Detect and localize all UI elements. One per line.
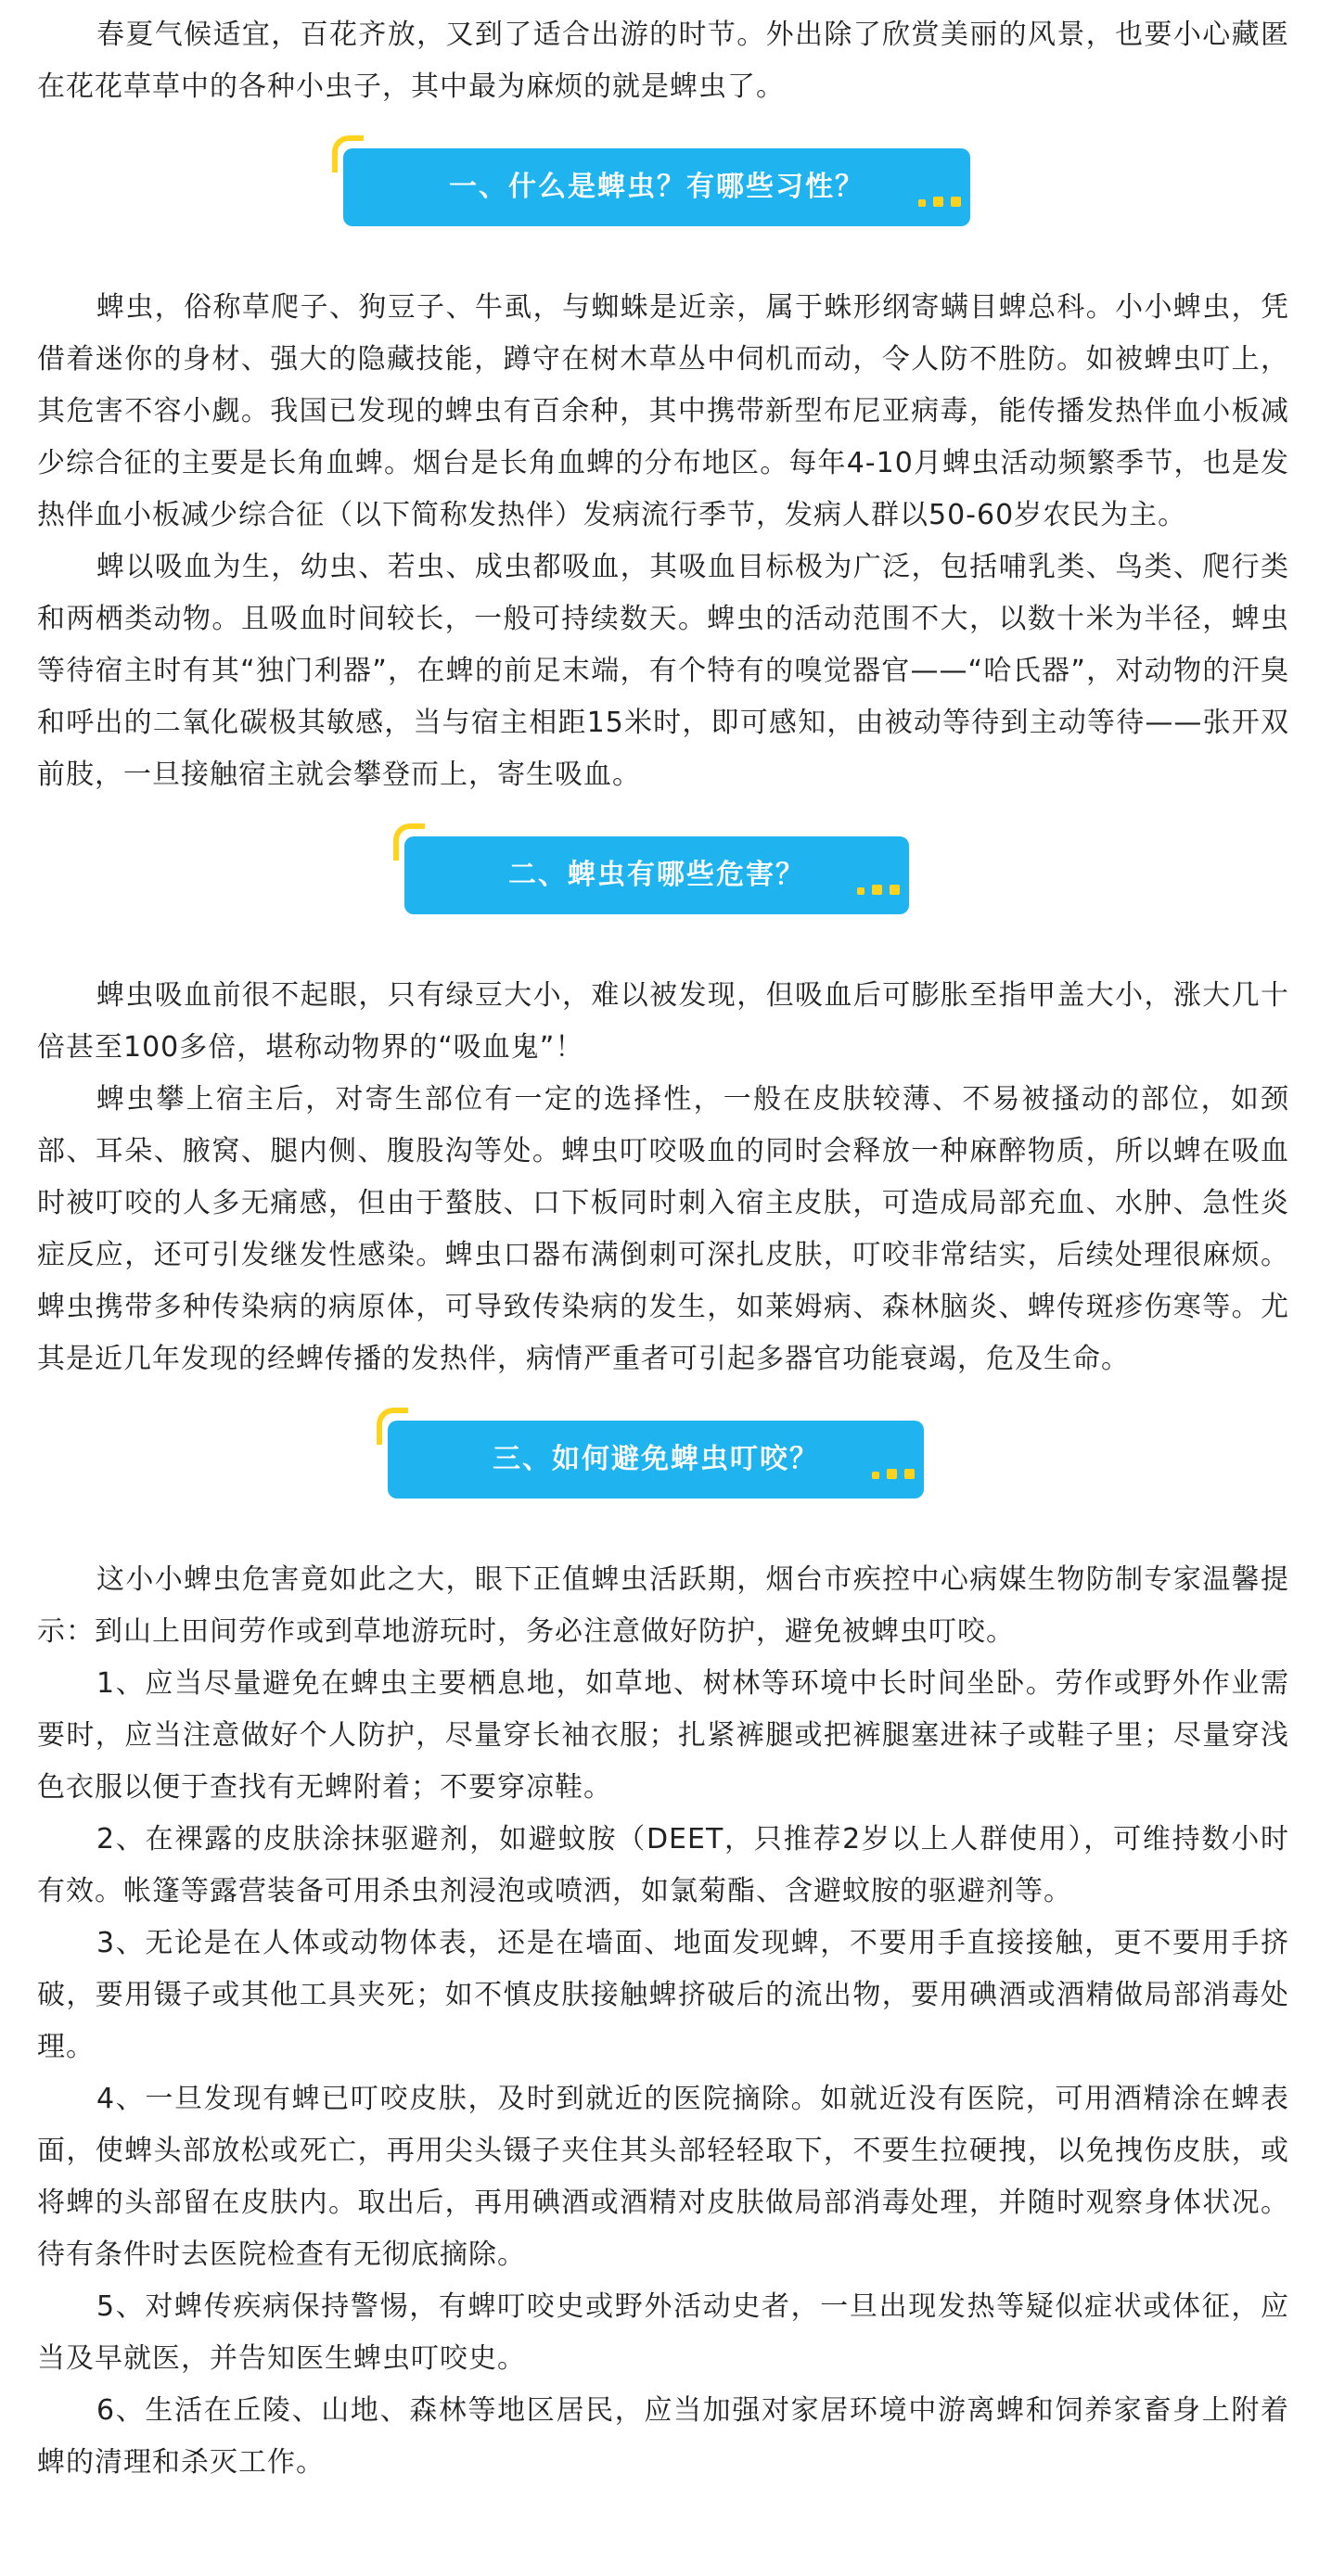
body-paragraph: 2、在裸露的皮肤涂抹驱避剂，如避蚊胺（DEET，只推荐2岁以上人群使用），可维持数小时有效。帐篷等露营装备可用杀虫剂浸泡或喷洒，如氯菊酯、含避蚊胺的驱避剂等。 [37,1823,1289,1907]
dots-decoration [857,885,900,896]
dots-decoration [918,197,961,208]
section-heading-3 [37,1408,1289,1498]
section-title: 三、如何避免蜱虫叮咬？ [388,1421,924,1498]
section-heading-2 [37,823,1289,914]
body-paragraph: 这小小蜱虫危害竟如此之大，眼下正值蜱虫活跃期，烟台市疾控中心病媒生物防制专家温馨提示：到山上田间劳作或到草地游玩时，务必注意做好防护，避免被蜱虫叮咬。 [37,1563,1289,1648]
body-paragraph: 蜱虫，俗称草爬子、狗豆子、牛虱，与蜘蛛是近亲，属于蛛形纲寄螨目蜱总科。小小蜱虫，凭借着迷你的身材、强大的隐藏技能，蹲守在树木草丛中伺机而动，令人防不胜防。如被蜱虫叮上，其危害不容小觑。我国已发现的蜱虫有百余种，其中携带新型布尼亚病毒，能传播发热伴血小板减少综合征的主要是长角血蜱。烟台是长角血蜱的分布地区。每年4-10月蜱虫活动频繁季节，也是发热伴血小板减少综合征（以下简称发热伴）发病流行季节，发病人群以50-60岁农民为主。 [37,291,1289,531]
section-title: 一、什么是蜱虫？有哪些习性？ [343,148,970,226]
section-title: 二、蜱虫有哪些危害？ [404,836,909,914]
section-heading-1 [37,135,1289,226]
body-paragraph: 5、对蜱传疾病保持警惕，有蜱叮咬史或野外活动史者，一旦出现发热等疑似症状或体征，应当及早就医，并告知医生蜱虫叮咬史。 [37,2290,1289,2375]
body-paragraph: 蜱以吸血为生，幼虫、若虫、成虫都吸血，其吸血目标极为广泛，包括哺乳类、鸟类、爬行类和两栖类动物。且吸血时间较长，一般可持续数天。蜱虫的活动范围不大，以数十米为半径，蜱虫等待宿主时有其“独门利器”，在蜱的前足末端，有个特有的嗅觉器官——“哈氏器”，对动物的汗臭和呼出的二氧化碳极其敏感，当与宿主相距15米时，即可感知，由被动等待到主动等待——张开双前肢，一旦接触宿主就会攀登而上，寄生吸血。 [37,551,1289,791]
body-paragraph: 蜱虫吸血前很不起眼，只有绿豆大小，难以被发现，但吸血后可膨胀至指甲盖大小，涨大几十倍甚至100多倍，堪称动物界的“吸血鬼”！ [37,979,1289,1064]
body-paragraph: 1、应当尽量避免在蜱虫主要栖息地，如草地、树林等环境中长时间坐卧。劳作或野外作业需要时，应当注意做好个人防护，尽量穿长袖衣服；扎紧裤腿或把裤腿塞进袜子或鞋子里；尽量穿浅色衣服以便于查找有无蜱附着；不要穿凉鞋。 [37,1667,1289,1804]
article [37,9,1289,2489]
body-paragraph: 蜱虫攀上宿主后，对寄生部位有一定的选择性，一般在皮肤较薄、不易被搔动的部位，如颈部、耳朵、腋窝、腿内侧、腹股沟等处。蜱虫叮咬吸血的同时会释放一种麻醉物质，所以蜱在吸血时被叮咬的人多无痛感，但由于螯肢、口下板同时刺入宿主皮肤，可造成局部充血、水肿、急性炎症反应，还可引发继发性感染。蜱虫口器布满倒刺可深扎皮肤，叮咬非常结实，后续处理很麻烦。蜱虫携带多种传染病的病原体，可导致传染病的发生，如莱姆病、森林脑炎、蜱传斑疹伤寒等。尤其是近几年发现的经蜱传播的发热伴，病情严重者可引起多器官功能衰竭，危及生命。 [37,1083,1289,1375]
body-paragraph: 3、无论是在人体或动物体表，还是在墙面、地面发现蜱，不要用手直接接触，更不要用手挤破，要用镊子或其他工具夹死；如不慎皮肤接触蜱挤破后的流出物，要用碘酒或酒精做局部消毒处理。 [37,1927,1289,2063]
body-paragraph: 4、一旦发现有蜱已叮咬皮肤，及时到就近的医院摘除。如就近没有医院，可用酒精涂在蜱表面，使蜱头部放松或死亡，再用尖头镊子夹住其头部轻轻取下，不要生拉硬拽，以免拽伤皮肤，或将蜱的头部留在皮肤内。取出后，再用碘酒或酒精对皮肤做局部消毒处理，并随时观察身体状况。待有条件时去医院检查有无彻底摘除。 [37,2083,1289,2271]
dots-decoration [872,1469,915,1480]
intro-paragraph: 春夏气候适宜，百花齐放，又到了适合出游的时节。外出除了欣赏美丽的风景，也要小心藏匿在花花草草中的各种小虫子，其中最为麻烦的就是蜱虫了。 [37,19,1289,103]
body-paragraph: 6、生活在丘陵、山地、森林等地区居民，应当加强对家居环境中游离蜱和饲养家畜身上附着蜱的清理和杀灭工作。 [37,2394,1289,2479]
